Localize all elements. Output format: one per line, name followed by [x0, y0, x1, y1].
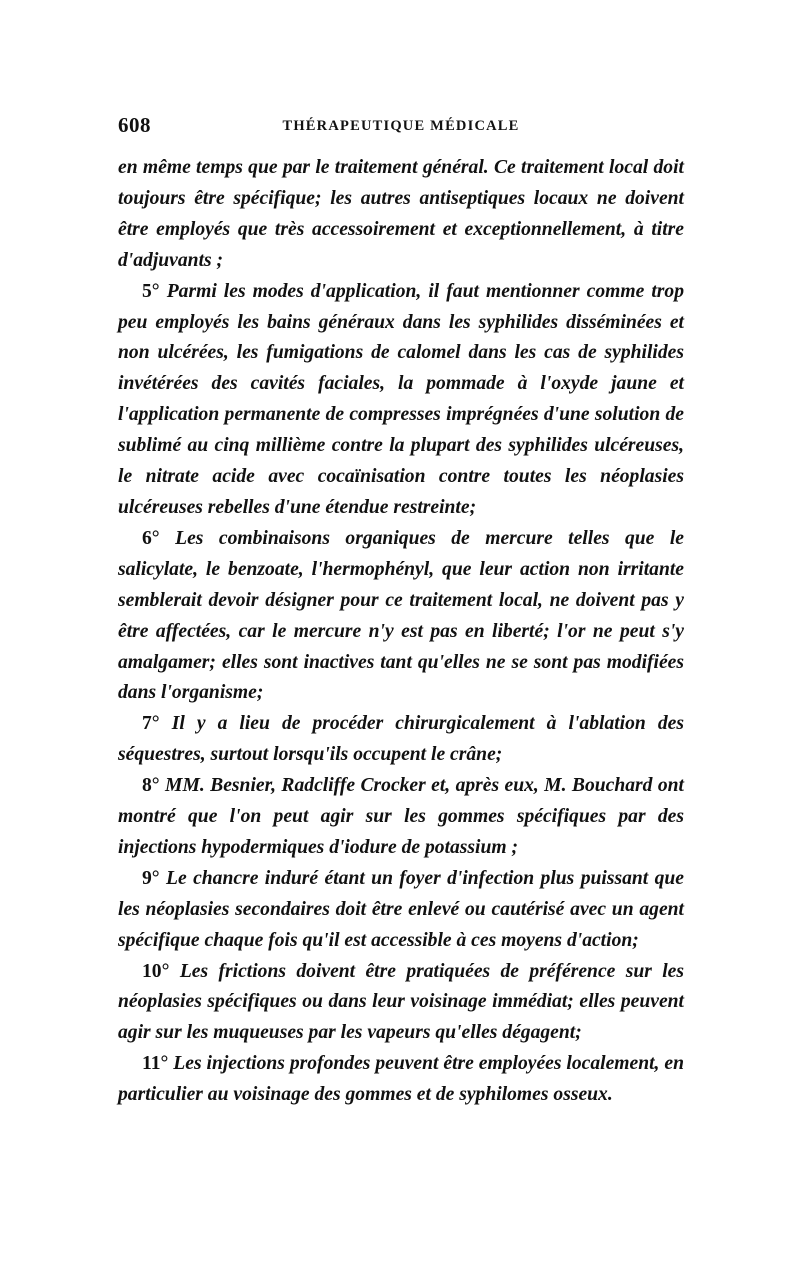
paragraph-text: MM. Besnier, Radcliffe Crocker et, après eux, M. Bouchard ont montré que l'on peut agir sur les gommes spécifiques par des injections hypodermiques d'iodure de potassium ; [118, 775, 684, 858]
paragraph-text: en même temps que par le traitement général. Ce traitement local doit toujours être spécifique; les autres antiseptiques locaux ne doivent être employés que très accessoirement et exceptionnellement, à titre d'adjuvants ; [118, 157, 684, 271]
paragraph-text: Parmi les modes d'application, il faut mentionner comme trop peu employés les bains généraux dans les syphilides disséminées et non ulcérées, les fumigations de calomel dans les cas de syphilides invétérées des cavités faciales, la pommade à l'oxyde jaune et l'application permanente de compresses imprégnées d'une solution de sublimé au cinq millième contre la plupart des syphilides ulcéreuses, le nitrate acide avec cocaïnisation contre toutes les néoplasies ulcéreuses rebelles d'une étendue restreinte; [118, 280, 684, 518]
body-text [118, 153, 684, 1111]
paragraph-item-10 [118, 957, 684, 1050]
item-number: 9° [142, 867, 160, 889]
paragraph-text: Les combinaisons organiques de mercure telles que le salicylate, le benzoate, l'hermophényl, que leur action non irritante semblerait devoir désigner pour ce traitement local, ne doivent pas y être affectées, car le mercure n'y est pas en liberté; l'or ne peut s'y amalgamer; elles sont inactives tant qu'elles ne se sont pas modifiées dans l'organisme; [118, 527, 684, 704]
item-number: 7° [142, 713, 160, 735]
paragraph-item-9 [118, 864, 684, 957]
paragraph-item-8 [118, 771, 684, 864]
paragraph-item-5 [118, 277, 684, 524]
paragraph-continuation [118, 153, 684, 277]
item-number: 5° [142, 280, 160, 302]
paragraph-text: Il y a lieu de procéder chirurgicalement à l'ablation des séquestres, surtout lorsqu'ils occupent le crâne; [118, 713, 684, 766]
book-page [118, 108, 684, 1111]
paragraph-item-11 [118, 1049, 684, 1111]
item-number: 10° [142, 960, 170, 982]
paragraph-item-7 [118, 709, 684, 771]
running-title: THÉRAPEUTIQUE MÉDICALE [282, 118, 520, 134]
item-number: 11° [142, 1053, 169, 1075]
page-number: 608 [118, 113, 151, 137]
paragraph-text: Les frictions doivent être pratiquées de préférence sur les néoplasies spécifiques ou dans leur voisinage immédiat; elles peuvent agir sur les muqueuses par les vapeurs qu'elles dégagent; [118, 960, 684, 1044]
page-header [118, 108, 684, 144]
paragraph-item-6 [118, 524, 684, 709]
item-number: 8° [142, 775, 160, 797]
paragraph-text: Le chancre induré étant un foyer d'infection plus puissant que les néoplasies secondaires doit être enlevé ou cautérisé avec un agent spécifique chaque fois qu'il est accessible à ces moyens d'action; [118, 867, 684, 951]
paragraph-text: Les injections profondes peuvent être employées localement, en particulier au voisinage des gommes et de syphilomes osseux. [118, 1053, 684, 1106]
item-number: 6° [142, 527, 160, 549]
